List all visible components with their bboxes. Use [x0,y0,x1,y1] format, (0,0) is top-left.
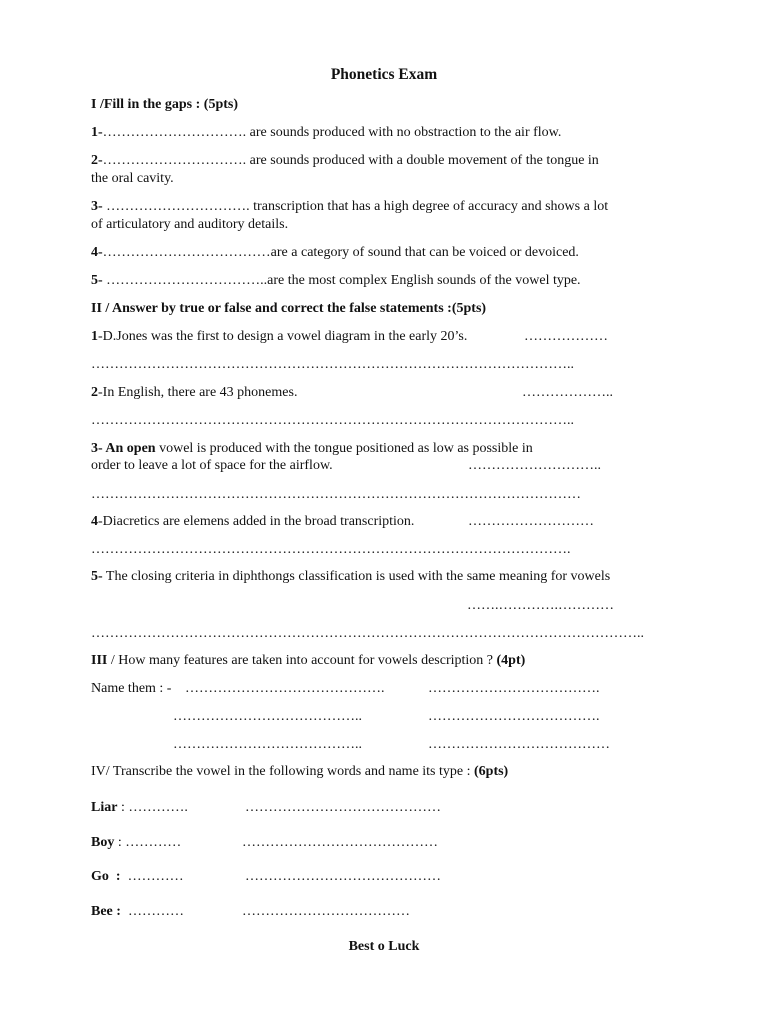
word-label: Bee [91,904,113,919]
item-number: 5- [91,273,103,288]
name-them-label: Name them : - [91,681,172,696]
word-label: Boy [91,835,115,850]
word-label: Go [91,869,109,884]
word-separator: : [117,800,129,815]
transcription-blank[interactable]: ………… [127,869,184,884]
question-number: 1 [91,329,98,344]
section1-item-5 [91,272,581,289]
question-number: 5- [91,569,103,584]
section1-item-2 [91,152,599,169]
word-separator: : [108,869,128,884]
section4-points: (6pts) [474,764,509,779]
type-blank-boy[interactable]: …………………………………… [242,835,438,850]
question-text: vowel is produced with the tongue positioned as low as possible in [155,441,533,456]
q5-answer-blank[interactable]: …….………….………… [467,598,614,613]
section1-item-3 [91,198,608,215]
transcription-blank[interactable]: ………… [127,904,184,919]
item-number: 1- [91,125,103,140]
question-text: The closing criteria in diphthongs classification is used with the same meaning for vowels [102,569,611,584]
item-number: 3- [91,199,103,214]
section1-item-3-cont: of articulatory and auditory details. [91,217,289,232]
closing-message: Best o Luck [348,939,420,954]
section1-item-2-cont: the oral cavity. [91,171,174,186]
section3-number: III [91,653,108,668]
q5-correction-line[interactable]: ……………………………………………………………………………………………………….. [91,626,644,641]
question-text: -In English, there are 43 phonemes. [98,385,298,400]
type-blank-bee[interactable]: ……………………………… [242,904,410,919]
q4-answer-blank[interactable]: ……………………… [468,514,594,529]
section2-q4 [91,513,414,530]
section1-heading: I /Fill in the gaps : (5pts) [91,97,239,112]
section2-q3-cont: order to leave a lot of space for the airflow. [91,458,333,473]
feature-blank-2b[interactable]: ………………………………. [428,709,600,724]
transcription-blank[interactable]: …………. [128,800,188,815]
question-bold-term: An open [102,441,156,456]
item-text: ……………………………..are the most complex English sounds of the vowel type. [102,273,581,288]
q1-correction-line[interactable]: ………………………………………………………………………………………….. [91,357,574,372]
type-blank-liar[interactable]: …………………………………… [245,800,441,815]
section3-question: / How many features are taken into account for vowels description ? [107,653,497,668]
q2-answer-blank[interactable]: ……………….. [522,385,613,400]
section3-points: (4pt) [496,653,526,668]
section2-q3 [91,440,533,457]
feature-blank-3b[interactable]: ………………………………… [428,737,610,752]
question-text: -D.Jones was the first to design a vowel diagram in the early 20’s. [98,329,468,344]
word-row-go [91,868,184,885]
word-separator: : [112,904,128,919]
item-number: 2- [91,153,103,168]
transcription-blank[interactable]: ………… [125,835,182,850]
item-number: 4- [91,245,103,260]
type-blank-go[interactable]: …………………………………… [245,869,441,884]
section2-heading: II / Answer by true or false and correct the false statements :(5pts) [91,301,487,316]
item-text: …………………………. are sounds produced with a double movement of the tongue in [102,153,599,168]
q3-answer-blank[interactable]: ……………………….. [468,458,601,473]
item-text: …………………………. transcription that has a high degree of accuracy and shows a lot [102,199,609,214]
q2-correction-line[interactable]: ………………………………………………………………………………………….. [91,413,574,428]
item-text: ………………………………are a category of sound that can be voiced or devoiced. [102,245,579,260]
q4-correction-line[interactable]: …………………………………………………………………………………………. [91,542,571,557]
q1-answer-blank[interactable]: ……………… [524,329,608,344]
word-row-bee [91,903,184,920]
item-text: …………………………. are sounds produced with no obstraction to the air flow. [102,125,562,140]
exam-title: Phonetics Exam [330,66,438,83]
q3-correction-line[interactable]: …………………………………………………………………………………………… [91,487,581,502]
section4-heading [91,763,508,780]
feature-blank-2a[interactable]: ………………………………….. [173,709,362,724]
word-label: Liar [91,800,118,815]
section4-question: IV/ Transcribe the vowel in the following words and name its type : [91,764,474,779]
feature-blank-1a[interactable]: ……………………………………. [185,681,385,696]
feature-blank-3a[interactable]: ………………………………….. [173,737,362,752]
word-row-liar [91,799,188,816]
section2-q5 [91,568,610,585]
question-text: -Diacretics are elemens added in the broad transcription. [98,514,415,529]
section1-item-1 [91,124,561,141]
word-row-boy [91,834,181,851]
feature-blank-1b[interactable]: ………………………………. [428,681,600,696]
section3-heading [91,652,525,669]
word-separator: : [114,835,126,850]
question-number: 4 [91,514,98,529]
question-number: 2 [91,385,98,400]
question-number: 3- [91,441,103,456]
section1-item-4 [91,244,579,261]
section2-q1 [91,328,467,345]
section2-q2 [91,384,297,401]
